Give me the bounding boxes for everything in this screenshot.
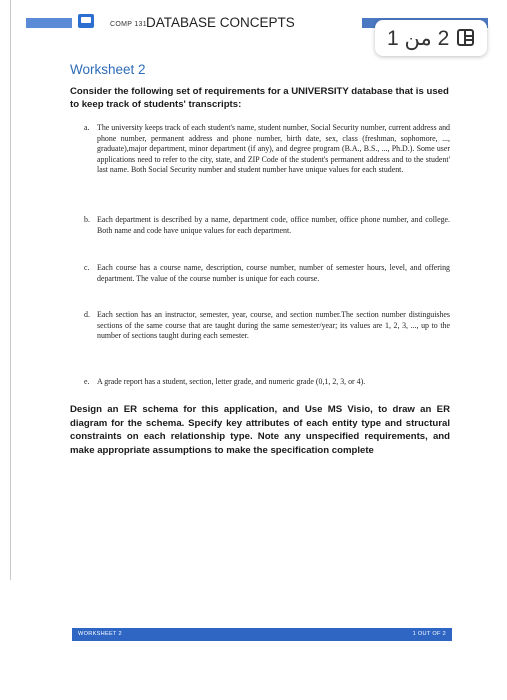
worksheet-intro: Consider the following set of requirements for a UNIVERSITY database that is used to keep track of students' transcripts: — [70, 86, 449, 110]
requirement-item — [84, 123, 450, 176]
requirement-marker: b. — [84, 215, 90, 224]
header-stripe-left — [26, 18, 72, 28]
footer-bar — [72, 628, 452, 641]
requirement-item — [84, 263, 450, 284]
requirement-item — [84, 215, 450, 236]
requirement-marker: d. — [84, 310, 90, 319]
requirement-text: Each section has an instructor, semester, year, course, and section number.The section number distinguishes sections of the same course that are taught during the same semester/year; its values are 1, 2, 3, ..., up to the number of sections taught during each semester. — [97, 310, 450, 341]
worksheet-title: Worksheet 2 — [70, 62, 146, 77]
requirement-text: A grade report has a student, section, letter grade, and numeric grade (0,1, 2, 3, or 4). — [97, 377, 366, 386]
footer-page-count: 1 OUT OF 2 — [412, 631, 446, 637]
document-page — [6, 0, 500, 700]
design-task: Design an ER schema for this application, and Use MS Visio, to draw an ER diagram for the schema. Specify key attributes of each entity type and structural constraints on each relationship type. Note any unspecified requirements, and make appropriate assumptions to make the specification complete — [70, 404, 450, 456]
footer-worksheet-label: WORKSHEET 2 — [78, 631, 122, 637]
page-indicator[interactable] — [375, 20, 487, 56]
requirement-item — [84, 377, 450, 388]
requirement-text: Each course has a course name, description, course number, number of semester hours, level, and offering department. The value of the course number is unique for each course. — [97, 263, 450, 283]
course-title: DATABASE CONCEPTS — [146, 15, 295, 30]
requirement-text: The university keeps track of each student's name, student number, Social Security number, current address and phone number, permanent address and phone number, birth date, sex, class (freshman, sophomore, ..., graduate),major department, minor department (if any), and degree program (B.A., B.S., ..., Ph.D.). Some user applications need to refer to the city, state, and ZIP Code of the student's permanent address and to the student' last name. Both Social Security number and student number have unique values for each student. — [97, 123, 450, 175]
page-edge-divider — [10, 0, 11, 580]
course-code: COMP 131 — [110, 21, 147, 28]
requirement-text: Each department is described by a name, department code, office number, office phone number, and college. Both name and code have unique values for each department. — [97, 215, 450, 235]
requirement-marker: e. — [84, 377, 90, 386]
requirement-marker: a. — [84, 123, 90, 132]
course-logo-icon — [78, 14, 94, 28]
requirement-marker: c. — [84, 263, 90, 272]
requirement-item — [84, 310, 450, 342]
layout-icon[interactable] — [457, 29, 474, 46]
page-indicator-text: 2 من 1 — [387, 27, 450, 50]
